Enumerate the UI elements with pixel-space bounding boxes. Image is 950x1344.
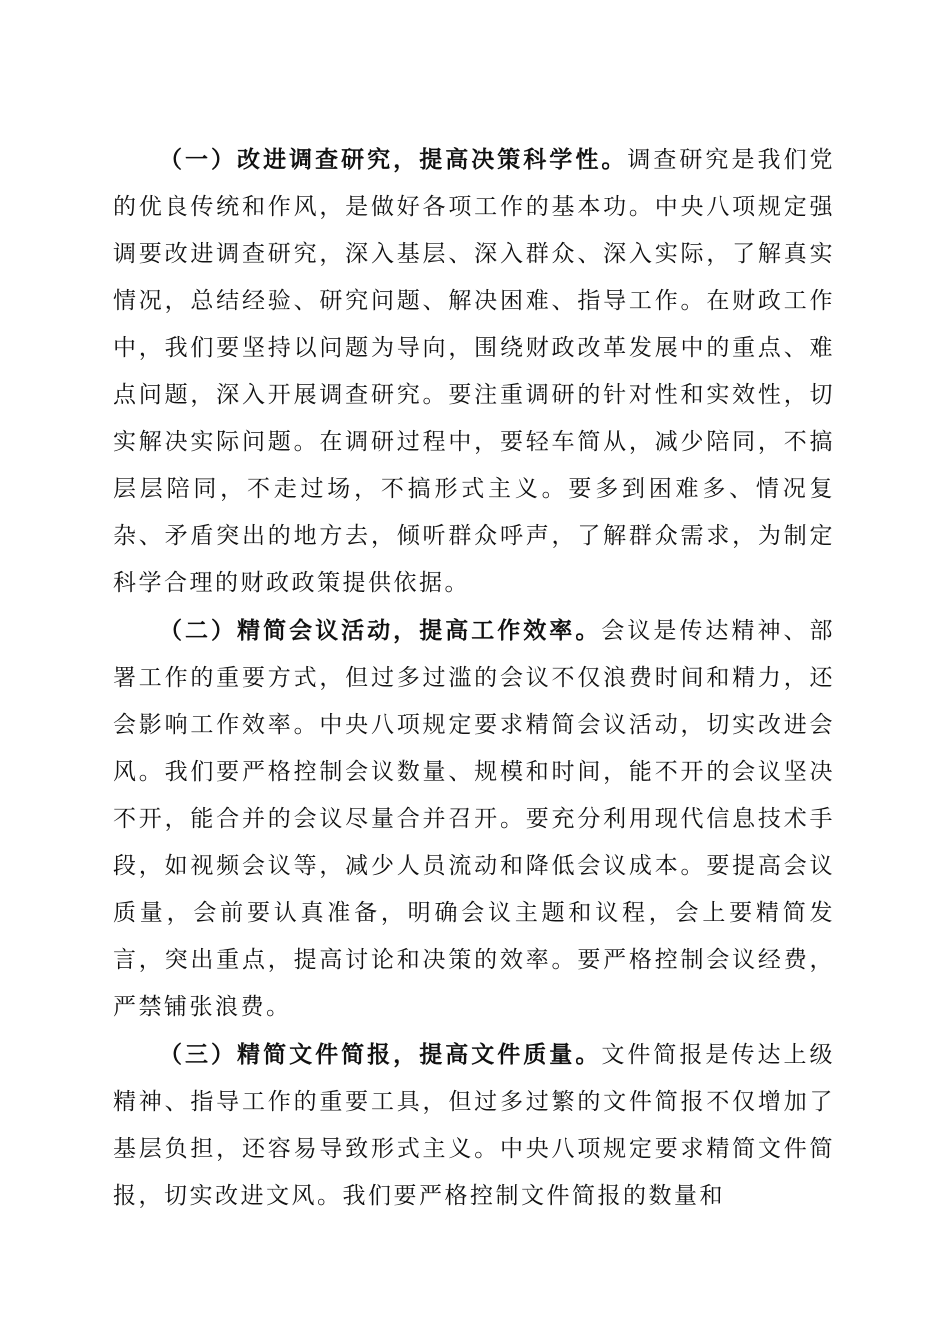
paragraph-2-text: 会议是传达精神、部署工作的重要方式，但过多过滥的会议不仅浪费时间和精力，还会影响工作效率。中央八项规定要求精简会议活动，切实改进会风。我们要严格控制会议数量、规模和时间，能不开的会议坚决不开，能合并的会议尽量合并召开。要充分利用现代信息技术手段，如视频会议等，减少人员流动和降低会议成本。要提高会议质量，会前要认真准备，明确会议主题和议程，会上要精简发言，突出重点，提高讨论和决策的效率。要严格控制会议经费，严禁铺张浪费。 xyxy=(113,618,836,1020)
document-body xyxy=(113,136,835,1220)
paragraph-1-heading: （一）改进调查研究，提高决策科学性。 xyxy=(159,146,628,173)
paragraph-1-text: 调查研究是我们党的优良传统和作风，是做好各项工作的基本功。中央八项规定强调要改进调查研究，深入基层、深入群众、深入实际，了解真实情况，总结经验、研究问题、解决困难、指导工作。在财政工作中，我们要坚持以问题为导向，围绕财政改革发展中的重点、难点问题，深入开展调查研究。要注重调研的针对性和实效性，切实解决实际问题。在调研过程中，要轻车简从，减少陪同，不搞层层陪同，不走过场，不搞形式主义。要多到困难多、情况复杂、矛盾突出的地方去，倾听群众呼声，了解群众需求，为制定科学合理的财政政策提供依据。 xyxy=(113,147,836,596)
paragraph-2 xyxy=(113,607,835,1031)
paragraph-2-heading: （二）精简会议活动，提高工作效率。 xyxy=(159,617,602,644)
paragraph-1 xyxy=(113,136,835,607)
paragraph-3-text: 文件简报是传达上级精神、指导工作的重要工具，但过多过繁的文件简报不仅增加了基层负担，还容易导致形式主义。中央八项规定要求精简文件简报，切实改进文风。我们要严格控制文件简报的数量和 xyxy=(113,1042,836,1209)
paragraph-3 xyxy=(113,1031,835,1220)
paragraph-3-heading: （三）精简文件简报，提高文件质量。 xyxy=(159,1041,602,1068)
